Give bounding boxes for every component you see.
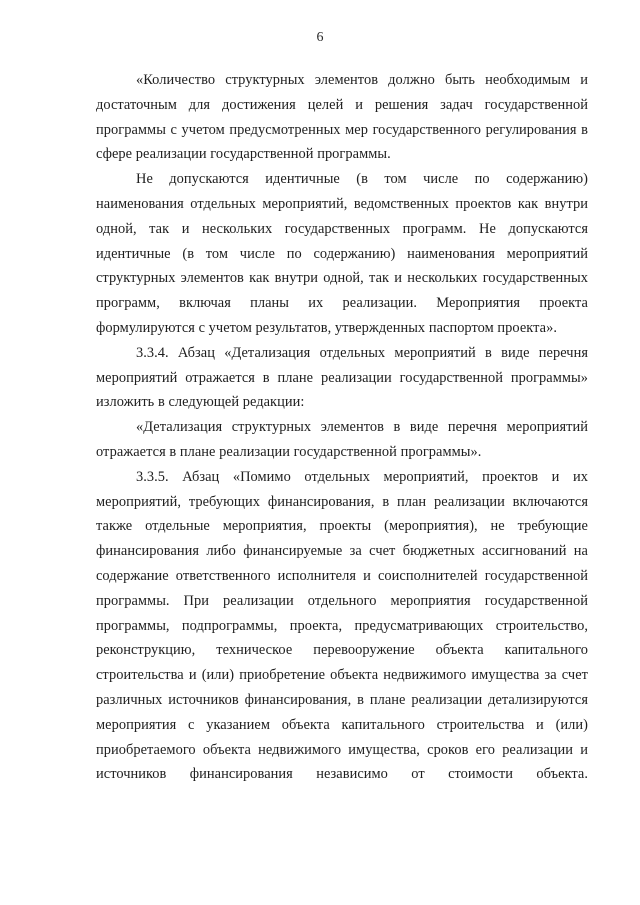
document-body [96, 68, 588, 787]
paragraph-3-3-4: 3.3.4. Абзац «Детализация отдельных мероприятий в виде перечня мероприятий отражается в плане реализации государственной программы» изложить в следующей редакции: [96, 344, 588, 411]
page-number: 6 [316, 30, 324, 45]
paragraph-identical-names: Не допускаются идентичные (в том числе по содержанию) наименования отдельных мероприятий, ведомственных проектов как внутри одной, так и нескольких государственных программ. Не допускаются идентичные (в том числе по содержанию) наименования мероприятий структурных элементов как внутри одной, так и нескольких государственных программ, включая планы их реализации. Мероприятия проекта формулируются с учетом результатов, утвержденных паспортом проекта». [96, 171, 588, 336]
paragraph-new-wording: «Детализация структурных элементов в виде перечня мероприятий отражается в плане реализации государственной программы». [96, 419, 588, 460]
paragraph-structural-elements: «Количество структурных элементов должно быть необходимым и достаточным для достижения целей и решения задач государственной программы с учетом предусмотренных мер государственного регулирования в сфере реализации государственной программы. [96, 72, 588, 163]
paragraph-3-3-5: 3.3.5. Абзац «Помимо отдельных мероприятий, проектов и их мероприятий, требующих финансирования, в план реализации включаются также отдельные мероприятия, проекты (мероприятия), не требующие финансирования либо финансируемые за счет бюджетных ассигнований на содержание ответственного исполнителя и соисполнителей государственной программы. При реализации отдельного мероприятия государственной программы, подпрограммы, проекта, предусматривающих строительство, реконструкцию, техническое перевооружение объекта капитального строительства и (или) приобретение объекта недвижимого имущества за счет различных источников финансирования, в плане реализации детализируются мероприятия с указанием объекта капитального строительства и (или) приобретаемого объекта недвижимого имущества, сроков его реализации и источников финансирования независимо от стоимости объекта. [96, 468, 588, 783]
